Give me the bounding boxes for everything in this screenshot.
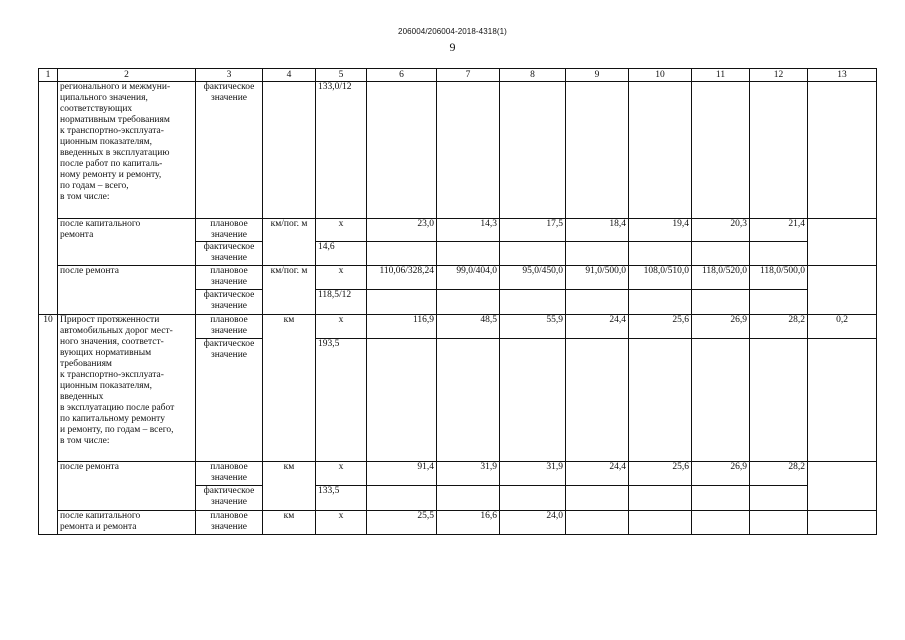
column-header: 5 xyxy=(316,69,367,82)
value-type-label: фактическое значение xyxy=(196,242,263,266)
year-value-cell xyxy=(750,511,808,535)
year-value-cell xyxy=(629,339,692,462)
year-value-cell xyxy=(750,290,808,315)
indicator-name-cell xyxy=(58,511,196,535)
text-line: Прирост протяженности xyxy=(60,315,160,325)
year-value-cell: 99,0/404,0 xyxy=(437,266,500,290)
baseline-value-cell: 133,0/12 xyxy=(316,82,367,219)
year-value-cell: 28,2 xyxy=(750,462,808,486)
year-value-cell xyxy=(367,82,437,219)
year-value-cell: 21,4 xyxy=(750,219,808,242)
text-line: соответствующих xyxy=(60,104,133,114)
column-header: 10 xyxy=(629,69,692,82)
column-header: 2 xyxy=(58,69,196,82)
text-line: вующих нормативным xyxy=(60,348,152,358)
year-value-cell xyxy=(500,82,566,219)
column-header: 13 xyxy=(808,69,877,82)
table-row xyxy=(39,219,877,242)
unit-cell: км xyxy=(263,511,316,535)
total-value-cell xyxy=(808,339,877,462)
text-line: в эксплуатацию после работ xyxy=(60,403,175,413)
unit-cell xyxy=(263,82,316,219)
year-value-cell xyxy=(692,242,750,266)
year-value-cell xyxy=(566,511,629,535)
year-value-cell xyxy=(629,242,692,266)
year-value-cell: 25,5 xyxy=(367,511,437,535)
indicator-name-cell xyxy=(58,315,196,462)
text-line: по капитальному ремонту xyxy=(60,414,165,424)
row-number-cell xyxy=(39,82,58,315)
year-value-cell xyxy=(629,82,692,219)
text-line: требованиям xyxy=(60,359,112,369)
year-value-cell xyxy=(500,486,566,511)
unit-cell: км xyxy=(263,462,316,511)
unit-cell: км/пог. м xyxy=(263,266,316,315)
text-line: по годам – всего, xyxy=(60,181,129,191)
year-value-cell xyxy=(692,82,750,219)
year-value-cell: 91,0/500,0 xyxy=(566,266,629,290)
year-value-cell: 31,9 xyxy=(500,462,566,486)
year-value-cell: 19,4 xyxy=(629,219,692,242)
baseline-value-cell: 133,5 xyxy=(316,486,367,511)
year-value-cell xyxy=(437,339,500,462)
total-value-cell xyxy=(808,82,877,219)
year-value-cell xyxy=(750,242,808,266)
column-header: 4 xyxy=(263,69,316,82)
value-type-label: плановое значение xyxy=(196,219,263,242)
year-value-cell: 17,5 xyxy=(500,219,566,242)
indicator-name-cell xyxy=(58,82,196,219)
text-line: регионального и межмуни- xyxy=(60,82,171,92)
baseline-value-cell: x xyxy=(316,266,367,290)
table-row xyxy=(39,82,877,219)
text-line: после капитального xyxy=(60,511,141,521)
unit-cell: км/пог. м xyxy=(263,219,316,266)
column-header: 9 xyxy=(566,69,629,82)
total-value-cell xyxy=(808,462,877,511)
text-line: к транспортно-эксплуата- xyxy=(60,126,164,136)
column-header: 6 xyxy=(367,69,437,82)
year-value-cell xyxy=(750,486,808,511)
year-value-cell: 14,3 xyxy=(437,219,500,242)
total-value-cell xyxy=(808,266,877,315)
year-value-cell xyxy=(437,242,500,266)
text-line: после работ по капиталь- xyxy=(60,159,163,169)
year-value-cell xyxy=(692,339,750,462)
total-value-cell xyxy=(808,219,877,266)
value-type-label: плановое значение xyxy=(196,315,263,339)
year-value-cell xyxy=(692,290,750,315)
year-value-cell: 118,0/520,0 xyxy=(692,266,750,290)
text-line: ремонта xyxy=(60,230,94,240)
text-line: ционным показателям, xyxy=(60,137,152,147)
baseline-value-cell: 118,5/12 xyxy=(316,290,367,315)
document-id: 206004/206004-2018-4318(1) xyxy=(398,27,507,36)
total-value-cell xyxy=(808,511,877,535)
baseline-value-cell: 193,5 xyxy=(316,339,367,462)
text-line: введенных в эксплуатацию xyxy=(60,148,170,158)
text-line: ремонта и ремонта xyxy=(60,522,137,532)
value-type-label: фактическое значение xyxy=(196,486,263,511)
baseline-value-cell: x xyxy=(316,219,367,242)
year-value-cell: 24,0 xyxy=(500,511,566,535)
year-value-cell xyxy=(566,486,629,511)
page-number: 9 xyxy=(449,40,456,54)
year-value-cell: 116,9 xyxy=(367,315,437,339)
table-row xyxy=(39,511,877,535)
text-line: нормативным требованиям xyxy=(60,115,170,125)
year-value-cell xyxy=(367,242,437,266)
indicator-name-cell: после ремонта xyxy=(58,266,196,315)
year-value-cell: 110,06/328,24 xyxy=(367,266,437,290)
indicators-table xyxy=(38,68,877,535)
year-value-cell: 108,0/510,0 xyxy=(629,266,692,290)
year-value-cell xyxy=(500,290,566,315)
year-value-cell xyxy=(367,339,437,462)
year-value-cell: 24,4 xyxy=(566,315,629,339)
year-value-cell xyxy=(500,242,566,266)
year-value-cell: 26,9 xyxy=(692,462,750,486)
year-value-cell: 31,9 xyxy=(437,462,500,486)
value-type-label: плановое значение xyxy=(196,266,263,290)
text-line: автомобильных дорог мест- xyxy=(60,326,173,336)
year-value-cell: 23,0 xyxy=(367,219,437,242)
baseline-value-cell: x xyxy=(316,315,367,339)
column-number-header xyxy=(39,69,877,82)
year-value-cell xyxy=(629,486,692,511)
table-row xyxy=(39,315,877,339)
year-value-cell: 24,4 xyxy=(566,462,629,486)
year-value-cell xyxy=(629,511,692,535)
text-line: в том числе: xyxy=(60,192,110,202)
year-value-cell xyxy=(566,242,629,266)
value-type-label: плановое значение xyxy=(196,462,263,486)
value-type-label: плановое значение xyxy=(196,511,263,535)
value-type-label: фактическое значение xyxy=(196,290,263,315)
baseline-value-cell: x xyxy=(316,511,367,535)
unit-cell: км xyxy=(263,315,316,462)
year-value-cell xyxy=(437,486,500,511)
row-number-cell: 10 xyxy=(39,315,58,535)
year-value-cell xyxy=(437,82,500,219)
year-value-cell: 28,2 xyxy=(750,315,808,339)
year-value-cell: 118,0/500,0 xyxy=(750,266,808,290)
year-value-cell xyxy=(566,290,629,315)
year-value-cell: 48,5 xyxy=(437,315,500,339)
year-value-cell: 55,9 xyxy=(500,315,566,339)
year-value-cell xyxy=(566,339,629,462)
indicator-name-cell xyxy=(58,219,196,266)
year-value-cell xyxy=(692,486,750,511)
text-line: к транспортно-эксплуата- xyxy=(60,370,164,380)
year-value-cell: 18,4 xyxy=(566,219,629,242)
year-value-cell: 26,9 xyxy=(692,315,750,339)
year-value-cell: 91,4 xyxy=(367,462,437,486)
text-line: ному ремонту и ремонту, xyxy=(60,170,162,180)
text-line: ного значения, соответст- xyxy=(60,337,164,347)
indicator-name-cell: после ремонта xyxy=(58,462,196,511)
column-header: 8 xyxy=(500,69,566,82)
text-line: после капитального xyxy=(60,219,141,229)
total-value-cell: 0,2 xyxy=(808,315,877,339)
year-value-cell xyxy=(692,511,750,535)
year-value-cell xyxy=(367,486,437,511)
year-value-cell: 16,6 xyxy=(437,511,500,535)
column-header: 3 xyxy=(196,69,263,82)
text-line: и ремонту, по годам – всего, xyxy=(60,425,174,435)
baseline-value-cell: x xyxy=(316,462,367,486)
text-line: в том числе: xyxy=(60,436,110,446)
column-header: 7 xyxy=(437,69,500,82)
value-type-label: фактическое значение xyxy=(196,339,263,462)
year-value-cell xyxy=(750,339,808,462)
year-value-cell xyxy=(437,290,500,315)
column-header: 12 xyxy=(750,69,808,82)
year-value-cell xyxy=(500,339,566,462)
text-line: введенных xyxy=(60,392,104,402)
column-header: 1 xyxy=(39,69,58,82)
text-line: ципального значения, xyxy=(60,93,148,103)
text-line: ционным показателям, xyxy=(60,381,152,391)
year-value-cell xyxy=(566,82,629,219)
year-value-cell: 20,3 xyxy=(692,219,750,242)
year-value-cell xyxy=(629,290,692,315)
year-value-cell xyxy=(750,82,808,219)
table-row xyxy=(39,462,877,486)
year-value-cell: 25,6 xyxy=(629,315,692,339)
baseline-value-cell: 14,6 xyxy=(316,242,367,266)
column-header: 11 xyxy=(692,69,750,82)
year-value-cell xyxy=(367,290,437,315)
year-value-cell: 25,6 xyxy=(629,462,692,486)
year-value-cell: 95,0/450,0 xyxy=(500,266,566,290)
table-row xyxy=(39,266,877,290)
value-type-label: фактическое значение xyxy=(196,82,263,219)
